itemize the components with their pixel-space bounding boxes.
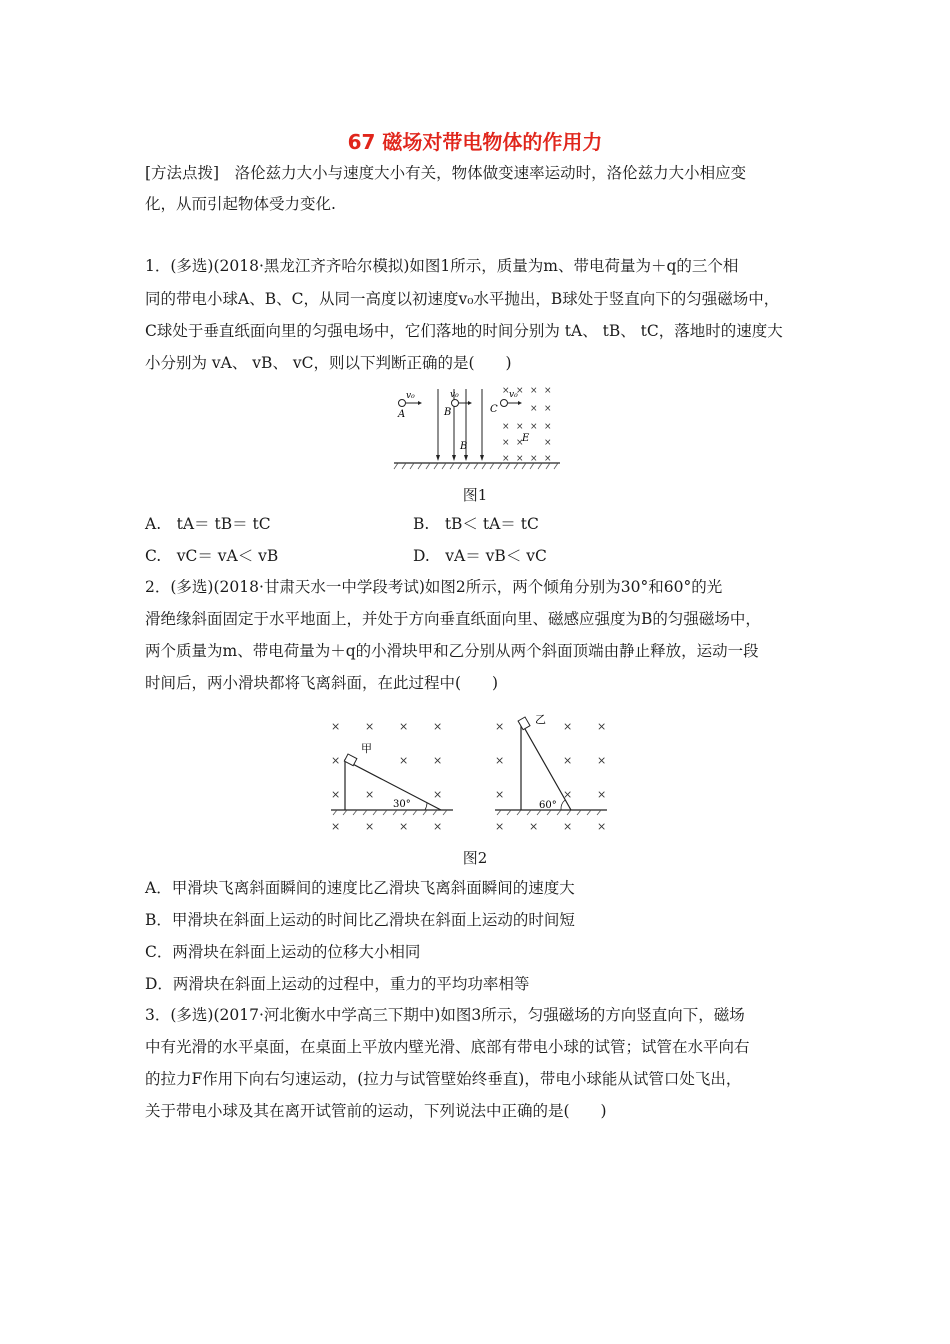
cross-mark: ×	[544, 422, 552, 432]
cross-mark: ×	[365, 788, 375, 801]
cross-mark: ×	[433, 788, 443, 801]
cross-mark: ×	[563, 788, 573, 801]
figure-2-caption: 图2	[462, 849, 488, 867]
cross-mark: ×	[530, 386, 538, 396]
cross-mark: ×	[502, 454, 510, 464]
cross-mark: ×	[530, 454, 538, 464]
fig1-field-b: B	[460, 441, 468, 452]
cross-mark: ×	[399, 820, 409, 833]
cross-mark: ×	[365, 720, 375, 733]
q3-line-3: 的拉力F作用下向右匀速运动，(拉力与试管壁始终垂直)，带电小球能从试管口处飞出，	[145, 1070, 742, 1088]
page-title: 67 磁场对带电物体的作用力	[347, 130, 603, 154]
cross-mark: ×	[433, 720, 443, 733]
q1-option-b: B. tB＜ tA＝ tC	[413, 515, 539, 533]
cross-mark: ×	[516, 454, 524, 464]
cross-mark: ×	[495, 820, 505, 833]
cross-mark: ×	[365, 820, 375, 833]
cross-mark: ×	[529, 820, 539, 833]
method-line-1: [方法点拨] 洛伦兹力大小与速度大小有关，物体做变速率运动时，洛伦兹力大小相应变	[145, 164, 747, 182]
fig2-angle-30: 30°	[393, 799, 411, 810]
q1-option-d: D. vA＝ vB＜ vC	[413, 547, 547, 565]
figure-1-diagram	[392, 383, 562, 473]
cross-mark: ×	[544, 454, 552, 464]
q2-line-4: 时间后，两小滑块都将飞离斜面，在此过程中( )	[145, 674, 499, 692]
cross-mark: ×	[544, 386, 552, 396]
q2-line-2: 滑绝缘斜面固定于水平地面上，并处于方向垂直纸面向里、磁感应强度为B的匀强磁场中，	[145, 610, 761, 628]
cross-mark: ×	[331, 820, 341, 833]
cross-mark: ×	[597, 788, 607, 801]
cross-mark: ×	[495, 754, 505, 767]
cross-mark: ×	[495, 788, 505, 801]
q2-option-d: D．两滑块在斜面上运动的过程中，重力的平均功率相等	[145, 975, 530, 993]
cross-mark: ×	[516, 438, 524, 448]
cross-mark: ×	[433, 820, 443, 833]
cross-mark: ×	[563, 720, 573, 733]
q1-line-3: C球处于垂直纸面向里的匀强电场中，它们落地的时间分别为 tA、 tB、 tC，落地时的速度大	[145, 322, 783, 340]
cross-mark: ×	[495, 720, 505, 733]
q1-line-1: 1．(多选)(2018·黑龙江齐齐哈尔模拟)如图1所示，质量为m、带电荷量为＋q的三个相	[145, 257, 739, 275]
q2-line-3: 两个质量为m、带电荷量为＋q的小滑块甲和乙分别从两个斜面顶端由静止释放，运动一段	[145, 642, 759, 660]
cross-mark: ×	[433, 754, 443, 767]
q2-option-b: B．甲滑块在斜面上运动的时间比乙滑块在斜面上运动的时间短	[145, 911, 575, 929]
q1-option-a: A. tA＝ tB＝ tC	[145, 515, 271, 533]
fig1-label-b: B	[444, 407, 452, 418]
fig1-v0-a: v₀	[406, 391, 415, 401]
q3-line-2: 中有光滑的水平桌面，在桌面上平放内壁光滑、底部有带电小球的试管；试管在水平向右	[145, 1038, 750, 1056]
fig1-field-e: E	[522, 433, 530, 444]
cross-mark: ×	[563, 754, 573, 767]
fig1-label-a: A	[398, 409, 406, 420]
figure-1-caption: 图1	[462, 486, 488, 504]
q2-option-c: C．两滑块在斜面上运动的位移大小相同	[145, 943, 421, 961]
fig2-label-jia: 甲	[361, 742, 372, 755]
cross-mark: ×	[544, 404, 552, 414]
fig1-label-c: C	[490, 404, 498, 415]
cross-mark: ×	[530, 422, 538, 432]
cross-mark: ×	[544, 438, 552, 448]
cross-mark: ×	[502, 438, 510, 448]
q2-option-a: A．甲滑块飞离斜面瞬间的速度比乙滑块飞离斜面瞬间的速度大	[145, 879, 575, 897]
cross-mark: ×	[516, 386, 524, 396]
q3-line-1: 3．(多选)(2017·河北衡水中学高三下期中)如图3所示，匀强磁场的方向竖直向下，磁场	[145, 1006, 745, 1024]
cross-mark: ×	[597, 820, 607, 833]
cross-mark: ×	[516, 422, 524, 432]
method-line-2: 化，从而引起物体受力变化.	[145, 195, 336, 213]
q3-line-4: 关于带电小球及其在离开试管前的运动，下列说法中正确的是( )	[145, 1102, 607, 1120]
cross-mark: ×	[502, 386, 510, 396]
cross-mark: ×	[399, 720, 409, 733]
figure-2-diagram	[325, 712, 625, 837]
cross-mark: ×	[331, 720, 341, 733]
q2-line-1: 2．(多选)(2018·甘肃天水一中学段考试)如图2所示，两个倾角分别为30°和60°的光	[145, 578, 723, 596]
cross-mark: ×	[530, 404, 538, 414]
q1-line-4: 小分别为 vA、 vB、 vC，则以下判断正确的是( )	[145, 354, 512, 372]
cross-mark: ×	[331, 754, 341, 767]
fig2-label-yi: 乙	[535, 713, 546, 726]
cross-mark: ×	[597, 720, 607, 733]
q1-option-c: C. vC＝ vA＜ vB	[145, 547, 279, 565]
cross-mark: ×	[331, 788, 341, 801]
q1-line-2: 同的带电小球A、B、C，从同一高度以初速度v₀水平抛出，B球处于竖直向下的匀强磁场中，	[145, 290, 780, 308]
cross-mark: ×	[563, 820, 573, 833]
cross-mark: ×	[502, 422, 510, 432]
cross-mark: ×	[399, 754, 409, 767]
fig2-angle-60: 60°	[539, 800, 557, 811]
fig1-v0-c: v₀	[509, 390, 518, 400]
cross-mark: ×	[597, 754, 607, 767]
fig1-v0-b: v₀	[450, 390, 459, 400]
